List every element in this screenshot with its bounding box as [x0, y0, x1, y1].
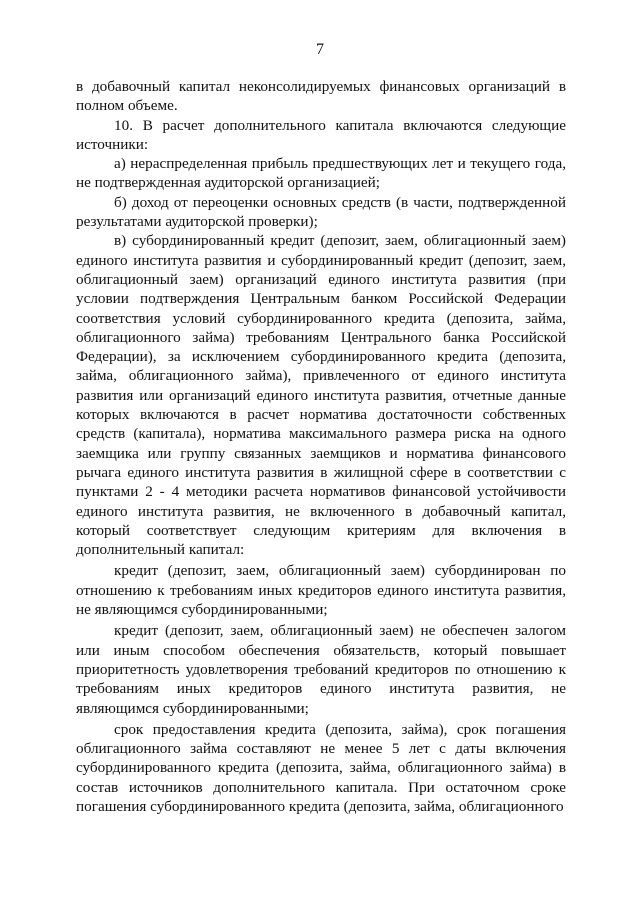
- page-number: 7: [316, 41, 324, 58]
- document-body: [76, 77, 566, 816]
- paragraph-criterion-subordination: кредит (депозит, заем, облигационный заем) субординирован по отношению к требованиям иных кредиторов единого института развития, не являющимся субординированными;: [76, 562, 566, 619]
- paragraph-item-10: 10. В расчет дополнительного капитала включаются следующие источники:: [76, 116, 566, 153]
- paragraph-continuation: в добавочный капитал неконсолидируемых финансовых организаций в полном объеме.: [76, 78, 566, 115]
- paragraph-subitem-a: а) нераспределенная прибыль предшествующих лет и текущего года, не подтвержденная аудиторской организацией;: [76, 155, 566, 192]
- paragraph-subitem-v: в) субординированный кредит (депозит, заем, облигационный заем) единого института развития и субординированный кредит (депозит, заем, облигационный заем) организаций единого института развития (при условии подтверждения Центральным банком Российской Федерации соответствия условий субординированного кредита (депозита, займа, облигационного займа) требованиям Центрального банка Российской Федерации), за исключением субординированного кредита (депозита, займа, облигационного займа), привлеченного от единого института развития или организаций единого института развития, отчетные данные которых включаются в расчет норматива достаточности собственных средств (капитала), норматива максимального размера риска на одного заемщика или группу связанных заемщиков и норматива финансового рычага единого института развития в жилищной сфере в соответствии с пунктами 2 - 4 методики расчета нормативов финансовой устойчивости единого института развития, не включенного в добавочный капитал, который соответствует следующим критериям для включения в дополнительный капитал:: [76, 232, 566, 559]
- paragraph-criterion-term: срок предоставления кредита (депозита, займа), срок погашения облигационного займа составляют не менее 5 лет с даты включения субординированного кредита (депозита, займа, облигационного займа) в состав источников дополнительного капитала. При остаточном сроке погашения субординированного кредита (депозита, займа, облигационного: [76, 720, 566, 815]
- paragraph-criterion-collateral: кредит (депозит, заем, облигационный заем) не обеспечен залогом или иным способом обеспечения обязательств, который повышает приоритетность удовлетворения требований кредиторов по отношению к требованиям иных кредиторов единого института развития, не являющимся субординированными;: [76, 622, 566, 717]
- paragraph-subitem-b: б) доход от переоценки основных средств (в части, подтвержденной результатами аудиторской проверки);: [76, 193, 566, 231]
